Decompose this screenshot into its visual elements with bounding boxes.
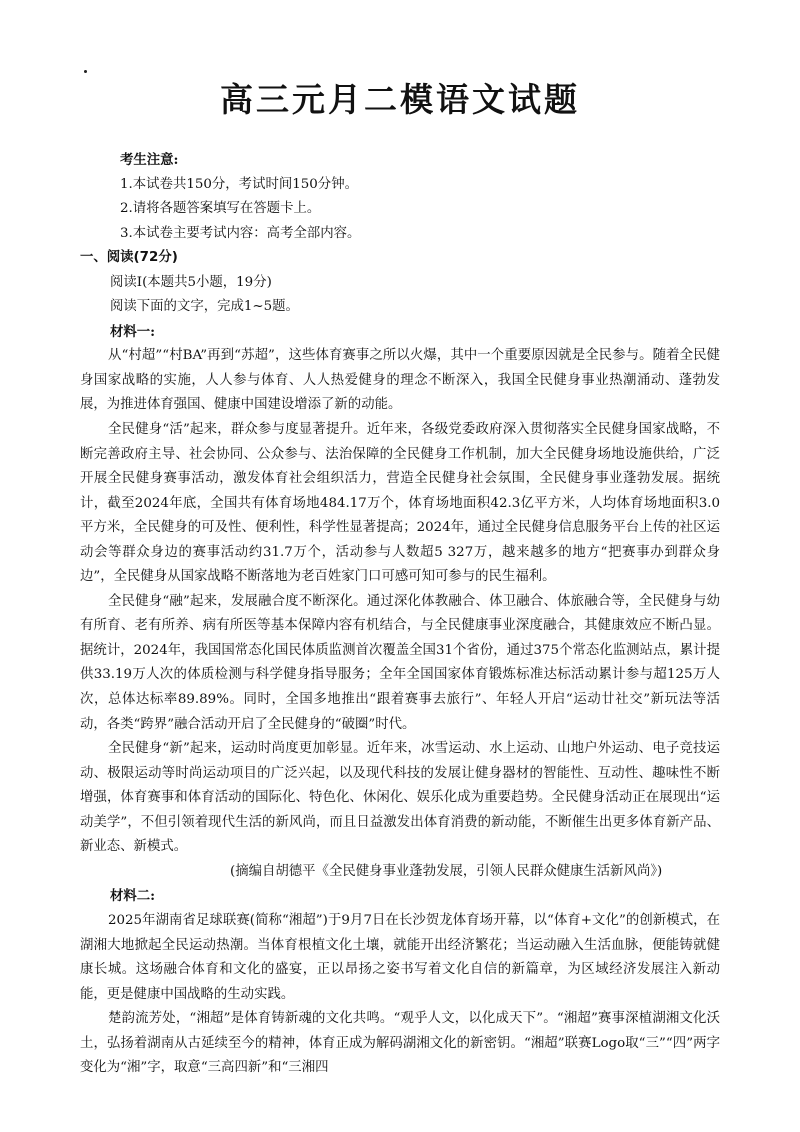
notice-item: 2.请将各题答案填写在答题卡上。 <box>120 201 321 217</box>
material-label: 材料一: <box>110 323 156 340</box>
material-paragraph: 2025年湖南省足球联赛(简称“湘超”)于9月7日在长沙贺龙体育场开幕，以“体育+文化”的创新模式，在湖湘大地掀起全民运动热潮。当体育根植文化土壤，就能开出经济繁花；当运动融入生活血脉，便能铸就健康长城。这场融合体育和文化的盛宴，正以昂扬之姿书写着文化自信的新篇章，为区域经济发展注入新动能，更是健康中国战略的生动实践。 <box>80 912 720 1002</box>
material-paragraph: 全民健身“融”起来，发展融合度不断深化。通过深化体教融合、体卫融合、体旅融合等，全民健身与幼有所育、老有所养、病有所医等基本保障内容有机结合，与全民健康事业深度融合，其健康效应不断凸显。据统计，2024年，我国国常态化国民体质监测首次覆盖全国31个省份，通过375个常态化监测站点，累计提供33.19万人次的体质检测与科学健身指导服务；全年全国国家体育锻炼标准达标活动累计参与超125万人次，总体达标率89.89%。同时，全国多地推出“跟着赛事去旅行”、年轻人开启“运动廿社交”新玩法等活动，各类“跨界”融合活动开启了全民健身的“破圈”时代。 <box>80 593 720 732</box>
material-paragraph: 全民健身“新”起来，运动时尚度更加彰显。近年来，冰雪运动、水上运动、山地户外运动、电子竞技运动、极限运动等时尚运动项目的广泛兴起，以及现代科技的发展让健身器材的智能性、互动性、趣味性不断增强，体育赛事和体育活动的国际化、特色化、休闲化、娱乐化成为重要趋势。全民健身活动正在展现出“运动美学”，不但引领着现代生活的新风尚，而且日益激发出体育消费的新动能，不断催生出更多体育新产品、新业态、新模式。 <box>80 741 720 855</box>
material-label: 材料二: <box>110 888 156 905</box>
exam-body <box>80 148 720 1081</box>
material-paragraph: 楚韵流芳处，“湘超”是体育铸新魂的文化共鸣。“观乎人文，以化成天下”。“湘超”赛事深植湖湘文化沃土，弘扬着湖南从古延续至今的精神，体育正成为解码湖湘文化的新密钥。“湘超”联赛Logo取“三”“四”两字变化为“湘”字，取意“三高四新”和“三湘四 <box>80 1011 720 1076</box>
section-instruction: 阅读下面的文字，完成1~5题。 <box>110 299 299 315</box>
scan-dot <box>84 70 87 73</box>
section-title: 一、阅读(72分) <box>80 250 178 266</box>
section-subtitle: 阅读Ⅰ(本题共5小题，19分) <box>110 274 272 290</box>
notice-item: 3.本试卷主要考试内容：高考全部内容。 <box>120 225 361 241</box>
notice-heading: 考生注意: <box>120 152 179 168</box>
notice-item: 1.本试卷共150分，考试时间150分钟。 <box>120 176 358 192</box>
material-paragraph: 从“村超”“村BA”再到“苏超”，这些体育赛事之所以火爆，其中一个重要原因就是全民参与。随着全民健身国家战略的实施，人人参与体育、人人热爱健身的理念不断深入，我国全民健身事业热潮涌动、蓬勃发展，为推进体育强国、健康中国建设增添了新的动能。 <box>80 348 720 413</box>
material-paragraph: 全民健身“活”起来，群众参与度显著提升。近年来，各级党委政府深入贯彻落实全民健身国家战略，不断完善政府主导、社会协同、公众参与、法治保障的全民健身工作机制，加大全民健身场地设施供给，广泛开展全民健身赛事活动，激发体育社会组织活力，营造全民健身社会氛围，全民健身事业蓬勃发展。据统计，截至2024年底，全国共有体育场地484.17万个，体育场地面积42.3亿平方米，人均体育场地面积3.0平方米，全民健身的可及性、便利性，科学性显著提高；2024年，通过全民健身信息服务平台上传的社区运动会等群众身边的赛事活动约31.7万个，活动参与人数超5 327万，越来越多的地方“把赛事办到群众身边”，全民健身从国家战略不断落地为老百姓家门口可感可知可参与的民生福利。 <box>80 422 720 585</box>
material-source: (摘编自胡德平《全民健身事业蓬勃发展，引领人民群众健康生活新风尚》) <box>230 863 663 879</box>
page-title: 高三元月二模语文试题 <box>220 80 580 119</box>
